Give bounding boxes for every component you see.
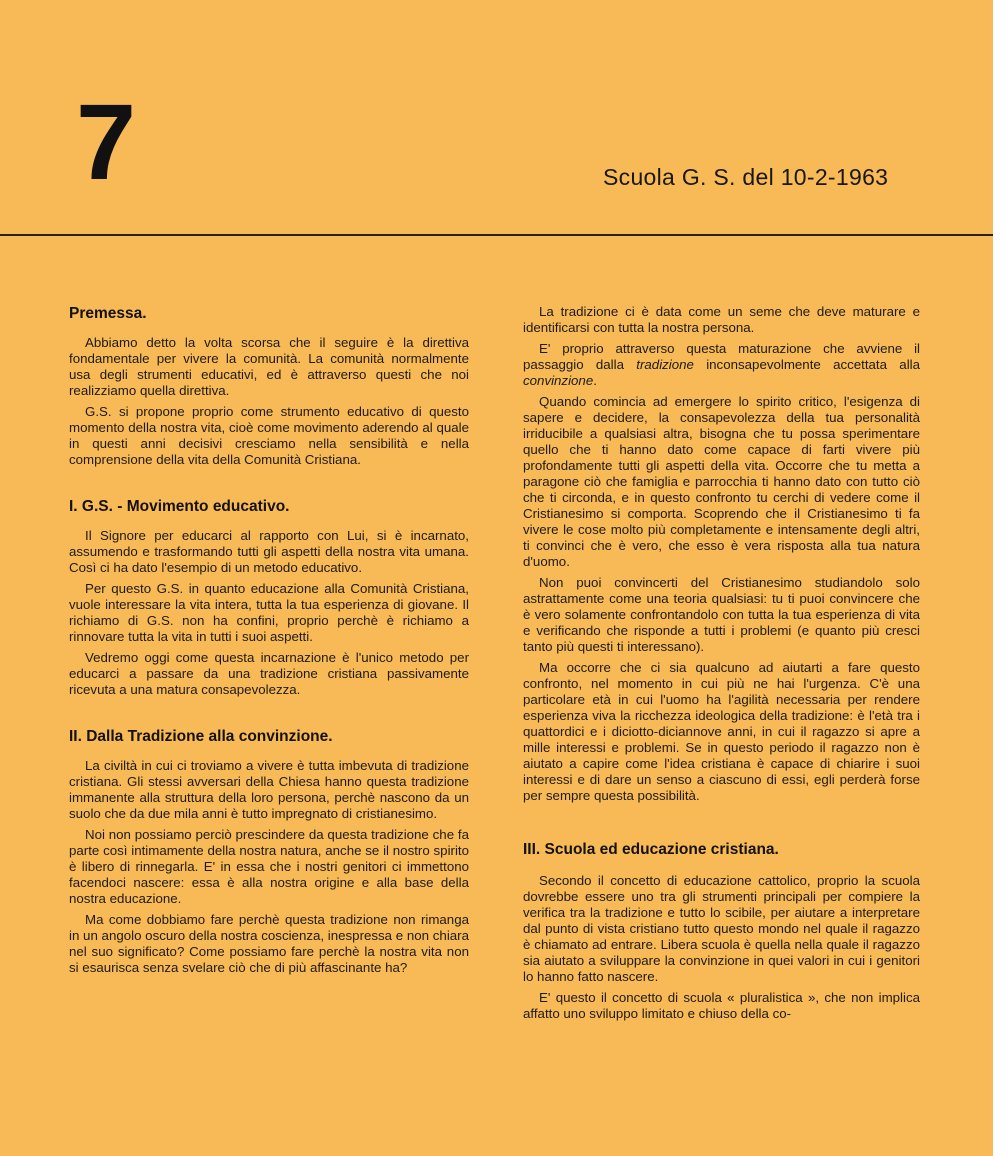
section-heading-one: I. G.S. - Movimento educativo.: [69, 498, 290, 515]
section-heading-three: III. Scuola ed educazione cristiana.: [523, 841, 779, 858]
paragraph: La tradizione ci è data come un seme che deve maturare e identificarsi con tutta la nostra persona.: [523, 304, 920, 335]
page-title: Scuola G. S. del 10-2-1963: [603, 164, 889, 190]
text-run: .: [593, 373, 597, 388]
section-heading-two: II. Dalla Tradizione alla convinzione.: [69, 728, 333, 745]
paragraph: Ma come dobbiamo fare perchè questa tradizione non rimanga in un angolo oscuro della nostra coscienza, inespressa e non chiara nel suo significato? Come possiamo fare perchè la nostra vita non si esaurisca senza svelare ciò che di più affascinante ha?: [69, 912, 469, 975]
paragraph: Il Signore per educarci al rapporto con Lui, si è incarnato, assumendo e trasformando tutti gli aspetti della nostra vita umana. Così ci ha dato l'esempio di un metodo educativo.: [69, 528, 469, 575]
paragraph: Non puoi convincerti del Cristianesimo studiandolo solo astrattamente come una teoria qualsiasi: tu ti puoi convincere che è vero solamente confrontandolo con tutta la tua esperienza di vita e verificando che risponde a tutti i problemi (e quanto più cresci tanto più questi ti interessano).: [523, 575, 920, 654]
paragraph: E' questo il concetto di scuola « pluralistica », che non implica affatto uno sviluppo limitato e chiuso della co-: [523, 990, 920, 1021]
italic-term: tradizione: [636, 357, 694, 372]
paragraph: La civiltà in cui ci troviamo a vivere è tutta imbevuta di tradizione cristiana. Gli stessi avversari della Chiesa hanno questa tradizione immanente alla struttura della loro persona, perchè nascono da un suolo che da due mila anni è tutto impregnato di cristianesimo.: [69, 758, 469, 821]
paragraph: Secondo il concetto di educazione cattolico, proprio la scuola dovrebbe essere uno tra gli strumenti principali per compiere la verifica tra la tradizione e tutto lo scibile, per aiutare a interpretare dal punto di vista cristiano tutto questo mondo nel quale il ragazzo è chiamato ad entrare. Libera scuola è quella nella quale il ragazzo sia aiutato a sviluppare la convinzione in quei valori in cui i genitori lo hanno fatto nascere.: [523, 873, 920, 984]
paragraph: Quando comincia ad emergere lo spirito critico, l'esigenza di sapere e decidere, la consapevolezza della tua personalità irriducibile a qualsiasi altra, bisogna che tu possa sperimentare quello che ti hanno dato come capace di farti vivere più profondamente tutti gli aspetti della vita. Occorre che tu metta a paragone ciò che famiglia e parrocchia ti hanno dato con tutto ciò che ti circonda, e in questo confronto tu cerchi di vedere come il Cristianesimo si comporta. Scoprendo che il Cristianesimo ti fa vivere le cose molto più completamente e intensamente degli altri, ti convinci che è vero, che esso è vera risposta alla tua natura d'uomo.: [523, 394, 920, 569]
paragraph: G.S. si propone proprio come strumento educativo di questo momento della nostra vita, cioè come movimento aderendo al quale in questi anni decisivi cresciamo nella sensibilità e nella comprensione della vita della Comunità Cristiana.: [69, 404, 469, 467]
paragraph: Vedremo oggi come questa incarnazione è l'unico metodo per educarci a passare da una tradizione cristiana passivamente ricevuta a una matura consapevolezza.: [69, 650, 469, 697]
text-run: E' proprio attraverso questa maturazione che avviene il passaggio dalla: [523, 341, 920, 372]
paragraph: Abbiamo detto la volta scorsa che il seguire è la direttiva fondamentale per vivere la comunità. La comunità normalmente usa degli strumenti educativi, ed è attraverso questi che noi realizziamo quella direttiva.: [69, 335, 469, 398]
paragraph-with-italics: [523, 341, 920, 389]
header-divider: [0, 234, 993, 236]
issue-number: 7: [76, 81, 137, 202]
paragraph: Per questo G.S. in quanto educazione alla Comunità Cristiana, vuole interessare la vita intera, tutta la tua esperienza di giovane. Il richiamo di G.S. non ha confini, proprio perchè è richiamo a rinnovare tutta la vita in tutti i suoi aspetti.: [69, 581, 469, 644]
right-column: [523, 304, 920, 1027]
section-heading-premessa: Premessa.: [69, 305, 147, 322]
italic-term: convinzione: [523, 373, 594, 388]
left-column: [69, 305, 469, 981]
paragraph: Ma occorre che ci sia qualcuno ad aiutarti a fare questo confronto, nel momento in cui più ne hai l'urgenza. C'è una particolare età in cui l'uomo ha l'agilità necessaria per rendere esperienza viva la ricchezza ideologica della tradizione: è l'età tra i quattordici e i diciotto-diciannove anni, in cui il ragazzo si apre a mille interessi e problemi. Se in questo periodo il ragazzo non è aiutato a capire come l'idea cristiana è capace di chiarire i suoi interessi e di dare un senso a ciascuno di essi, egli perderà forse per sempre questa possibilità.: [523, 660, 920, 803]
paper-edge: [993, 0, 1005, 1156]
paragraph: Noi non possiamo perciò prescindere da questa tradizione che fa parte così intimamente della nostra natura, anche se il nostro spirito è libero di rinnegarla. E' in essa che i nostri genitori ci immettono facendoci nascere: essa è alla nostra origine e alla base della nostra educazione.: [69, 827, 469, 906]
text-run: inconsapevolmente accettata alla: [693, 357, 920, 372]
